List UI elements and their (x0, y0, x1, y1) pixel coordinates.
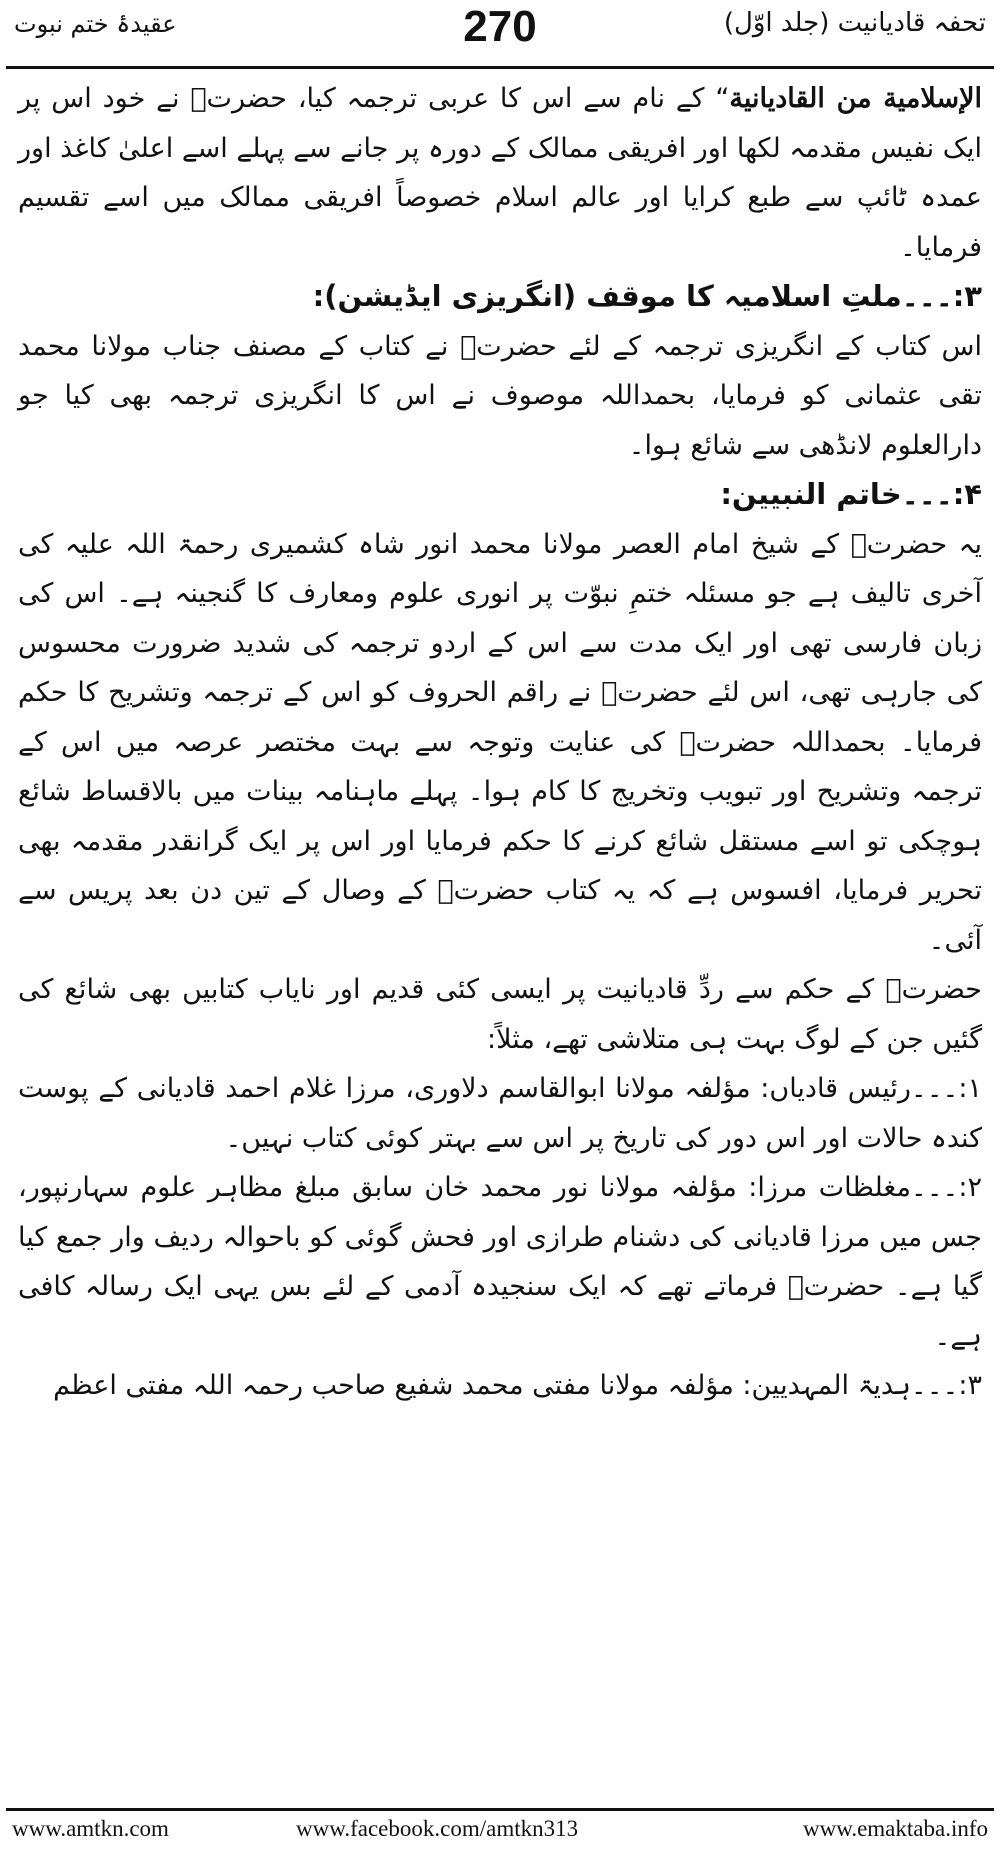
list-item-2: ۲:۔۔۔مغلظات مرزا: مؤلفہ مولانا نور محمد خان سابق مبلغ مظاہر علوم سہارنپور، جس میں مرزا قادیانی کی دشنام طرازی اور فحش گوئی کو باحوالہ ردیف وار جمع کیا گیا ہے۔ حضرتؒ فرماتے تھے کہ ایک سنجیدہ آدمی کے لئے بس یہی ایک رسالہ کافی ہے۔ (18, 1172, 982, 1352)
footer-link-amtkn[interactable]: www.amtkn.com (12, 1816, 169, 1841)
footer-divider (6, 1808, 994, 1811)
footer-link-emaktaba[interactable]: www.emaktaba.info (803, 1816, 988, 1841)
arabic-book-title: الإسلامية من القاديانية (729, 83, 982, 114)
paragraph-4: حضرتؒ کے حکم سے ردِّ قادیانیت پر ایسی کئی قدیم اور نایاب کتابیں بھی شائع کی گئیں جن کے لوگ بہت ہی متلاشی تھے، مثلاً: (18, 974, 982, 1055)
heading-4: ۴:۔۔۔خاتم النبیین: (720, 477, 982, 511)
section-title: عقیدۂ ختم نبوت (14, 10, 177, 38)
heading-3: ۳:۔۔۔ملتِ اسلامیہ کا موقف (انگریزی ایڈیشن): (312, 279, 982, 313)
paragraph-2: اس کتاب کے انگریزی ترجمہ کے لئے حضرتؒ نے کتاب کے مصنف جناب مولانا محمد تقی عثمانی کو فرمایا، بحمداللہ موصوف نے اس کا انگریزی ترجمہ بھی کیا جو دارالعلوم لانڈھی سے شائع ہوا۔ (18, 330, 982, 461)
page-body (18, 74, 982, 1800)
page-number: 270 (463, 2, 537, 51)
paragraph-3: یہ حضرتؒ کے شیخ امام العصر مولانا محمد انور شاہ کشمیری رحمۃ اللہ علیہ کی آخری تالیف ہے جو مسئلہ ختمِ نبوّت پر انوری علوم ومعارف کا گنجینہ ہے۔ اس کی زبان فارسی تھی اور ایک مدت سے اس کے اردو ترجمہ کی شدید ضرورت محسوس کی جارہی تھی، اس لئے حضرتؒ نے راقم الحروف کو اس کے ترجمہ وتشریح کا حکم فرمایا۔ بحمداللہ حضرتؒ کی عنایت وتوجہ سے بہت مختصر عرصہ میں اس کے ترجمہ وتشریح اور تبویب وتخریج کا کام ہوا۔ پہلے ماہنامہ بینات میں بالاقساط شائع ہوچکی تو اسے مستقل شائع کرنے کا حکم فرمایا اور اس پر ایک گرانقدر مقدمہ بھی تحریر فرمایا، افسوس ہے کہ یہ کتاب حضرتؒ کے وصال کے تین دن بعد پریس سے آئی۔ (18, 528, 982, 956)
header-divider (6, 66, 994, 69)
page-footer (0, 1812, 1000, 1848)
list-item-3: ۳:۔۔۔ہدیۃ المہدیین: مؤلفہ مولانا مفتی محمد شفیع صاحب رحمہ اللہ مفتی اعظم (53, 1370, 982, 1401)
footer-link-facebook[interactable]: www.facebook.com/amtkn313 (296, 1816, 579, 1841)
paragraph-1 (18, 74, 982, 272)
page-header (0, 0, 1000, 64)
list-item-1: ۱:۔۔۔رئیس قادیاں: مؤلفہ مولانا ابوالقاسم دلاوری، مرزا غلام احمد قادیانی کے پوست کندہ حالات اور اس دور کی تاریخ پر اس سے بہتر کوئی کتاب نہیں۔ (18, 1073, 982, 1154)
book-title: تحفہ قادیانیت (جلد اوّل) (723, 8, 986, 38)
paragraph-1-text: “ کے نام سے اس کا عربی ترجمہ کیا، حضرتؒ نے خود اس پر ایک نفیس مقدمہ لکھا اور افریقی ممالک کے دورہ پر جانے سے پہلے اسے اعلیٰ کاغذ اور عمدہ ٹائپ سے طبع کرایا اور عالم اسلام خصوصاً افریقی ممالک میں اسے تقسیم فرمایا۔ (18, 83, 982, 263)
